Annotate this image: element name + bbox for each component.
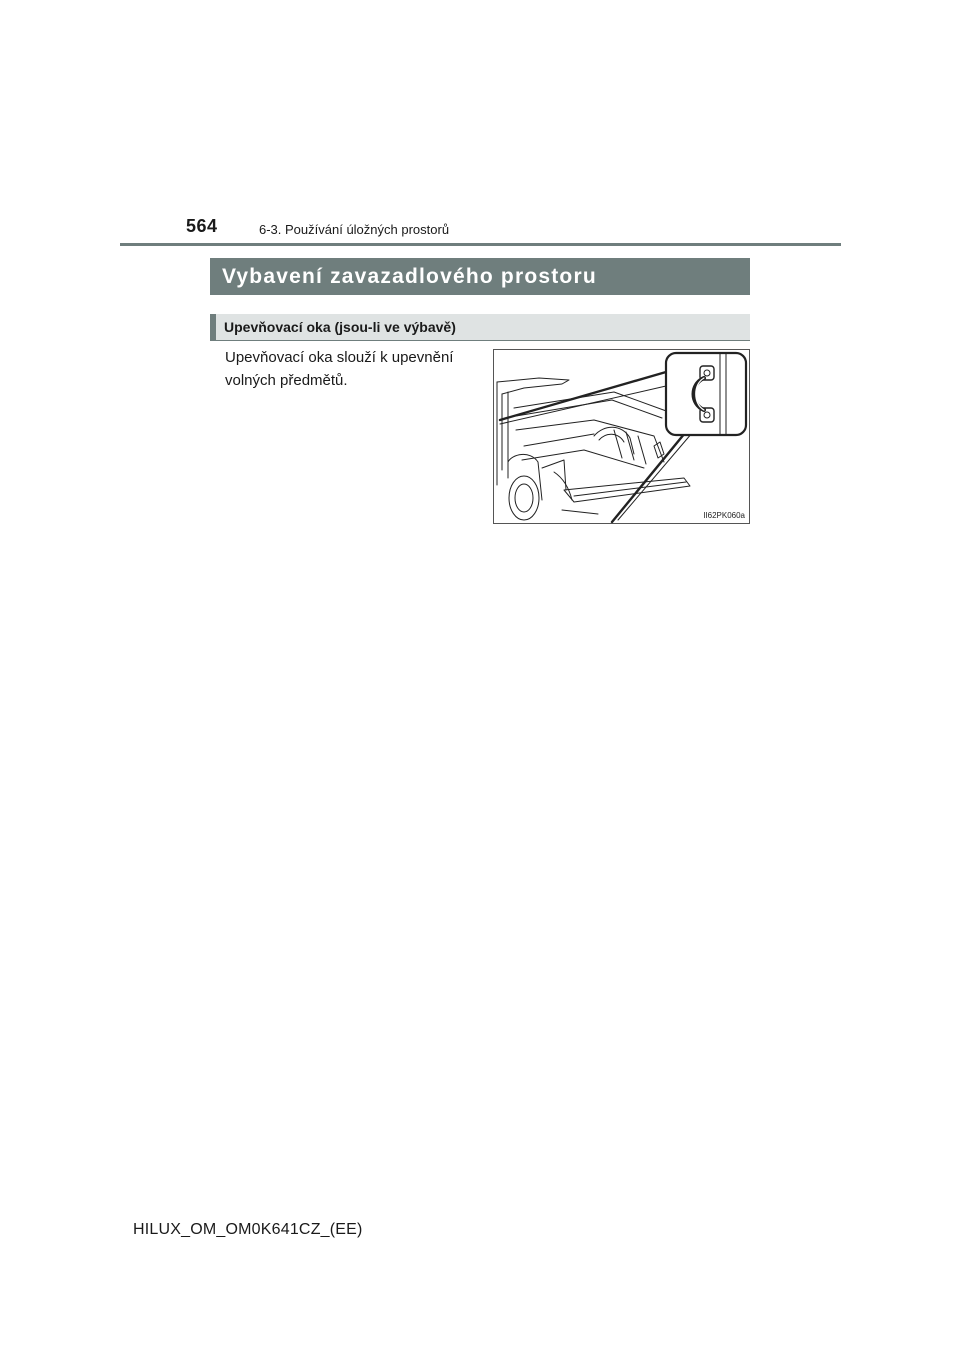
footer-doc-id: HILUX_OM_OM0K641CZ_(EE) bbox=[133, 1221, 363, 1238]
header-rule bbox=[120, 243, 841, 246]
figure-tie-down-hooks bbox=[493, 349, 750, 524]
body-text: Upevňovací oka slouží k upevnění volných předmětů. bbox=[225, 349, 454, 389]
figure-code: II62PK060a bbox=[703, 511, 745, 520]
subsection-bar: Upevňovací oka (jsou-li ve výbavě) bbox=[210, 314, 750, 341]
page-number: 564 bbox=[186, 216, 218, 236]
section-banner: Vybavení zavazadlového prostoru bbox=[210, 258, 750, 295]
pickup-bed-illustration bbox=[494, 350, 751, 525]
chapter-title: 6-3. Používání úložných prostorů bbox=[259, 222, 450, 237]
